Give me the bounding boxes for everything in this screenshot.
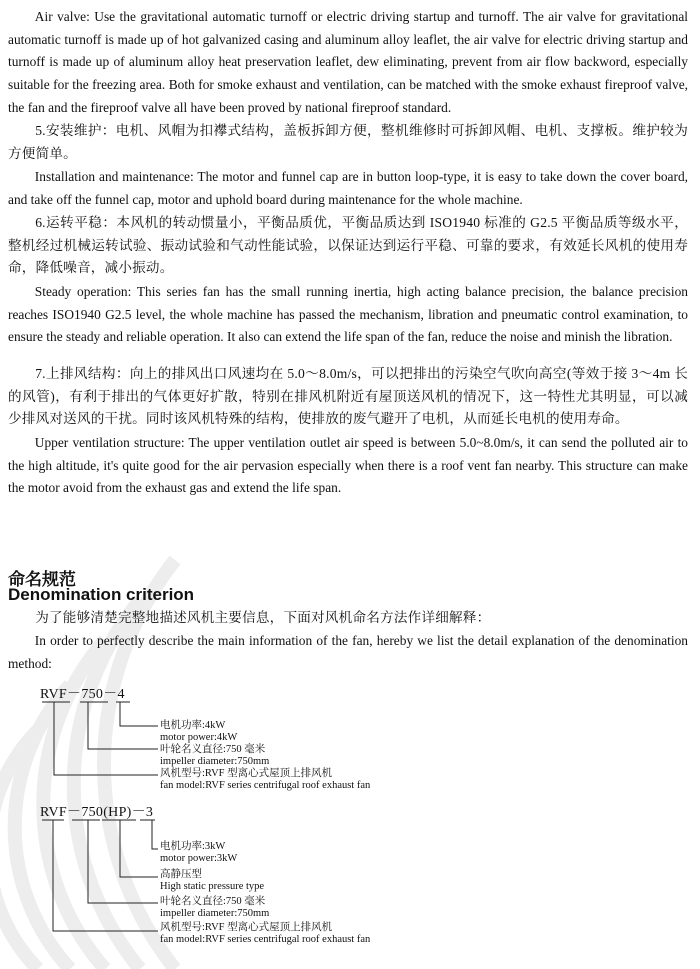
label-fan-model-en: fan model:RVF series centrifugal roof exhaust fan [160,934,371,945]
upper-ventilation-paragraph-en: Upper ventilation structure: The upper ventilation outlet air speed is between 5.0~8.0m/s, it can send the polluted air to the high altitude, it's quite good for the air pervasion especially when there is a roof vent fan nearby. This structure can make the motor avoid from the exhaust gas and extend the life span. [8,435,688,496]
label-impeller-diameter-en: impeller diameter:750mm [160,756,270,767]
section-heading-cn: 命名规范 [8,570,76,590]
label-fan-model-cn: 风机型号:RVF 型离心式屋顶上排风机 [160,922,333,933]
model-code-example-2: RVF－750(HP)－3 [40,805,154,820]
model-code-example-1: RVF－750－4 [40,687,125,702]
label-motor-power-en: motor power:3kW [160,853,238,864]
upper-ventilation-paragraph-cn: 7.上排风结构：向上的排风出口风速均在 5.0～8.0m/s，可以把排出的污染空气吹向高空(等效于接 3～4m 长的风管)，有利于排出的气体更好扩散，特别在排风机附近有屋顶送风机的情况下，这一特性尤其明显，可以减少排风对送风的干扰。同时该风机特殊的结构，使排放的废气避开了电机，从而延长电机的使用寿命。 [8,366,688,427]
label-impeller-diameter-cn: 叶轮名义直径:750 毫米 [160,744,266,755]
steady-operation-paragraph-cn: 6.运转平稳：本风机的转动惯量小，平衡品质优，平衡品质达到 ISO1940 标准的 G2.5 平衡品质等级水平，整机经过机械运转试验、振动试验和气动性能试验，以保证达到运行平稳、可靠的要求，有效延长风机的使用寿命，降低噪音，减小振动。 [8,215,688,276]
label-motor-power-cn: 电机功率:3kW [160,841,226,852]
label-high-static-pressure-cn: 高静压型 [160,869,202,880]
label-fan-model-en: fan model:RVF series centrifugal roof exhaust fan [160,780,371,791]
label-fan-model-cn: 风机型号:RVF 型离心式屋顶上排风机 [160,768,333,779]
denomination-intro-cn: 为了能够清楚完整地描述风机主要信息，下面对风机命名方法作详细解释： [35,610,491,625]
section-heading-en: Denomination criterion [8,585,195,604]
label-motor-power-en: motor power:4kW [160,732,238,743]
installation-paragraph-cn: 5.安装维护：电机、风帽为扣襻式结构，盖板拆卸方便，整机维修时可拆卸风帽、电机、支撑板。维护较为方便简单。 [8,123,688,161]
air-valve-paragraph: Air valve: Use the gravitational automatic turnoff or electric driving startup and turnoff. The air valve for gravitational automatic turnoff is made up of hot galvanized casing and aluminum alloy leaflet, the air valve for electric driving startup and turnoff is made up of aluminum alloy heat preservation leaflet, dew eliminating, prevent from air flow backword, especially suitable for the freezing area. Both for smoke exhaust and ventilation, can be matched with the smoke exhaust fireproof valve, the fan and the fireproof valve all have been proved by national fireproof standard. [8,9,688,115]
steady-operation-paragraph-en: Steady operation: This series fan has the small running inertia, high acting balance precision, the balance precision reaches ISO1940 G2.5 level, the whole machine has passed the mechanism, libration and pneumatic control examination, to ensure the steady and reliable operation. It also can extend the life span of the fan, reduce the noise and minish the libration. [8,284,688,345]
label-high-static-pressure-en: High static pressure type [160,881,265,892]
label-motor-power-cn: 电机功率:4kW [160,720,226,731]
installation-paragraph-en: Installation and maintenance: The motor and funnel cap are in button loop-type, it is easy to take down the cover board, and take off the funnel cap, motor and uphold board during maintenance for the whole machine. [8,169,688,207]
label-impeller-diameter-en: impeller diameter:750mm [160,908,270,919]
denomination-intro-en: In order to perfectly describe the main information of the fan, hereby we list the detail explanation of the denomination method: [8,633,688,671]
label-impeller-diameter-cn: 叶轮名义直径:750 毫米 [160,896,266,907]
